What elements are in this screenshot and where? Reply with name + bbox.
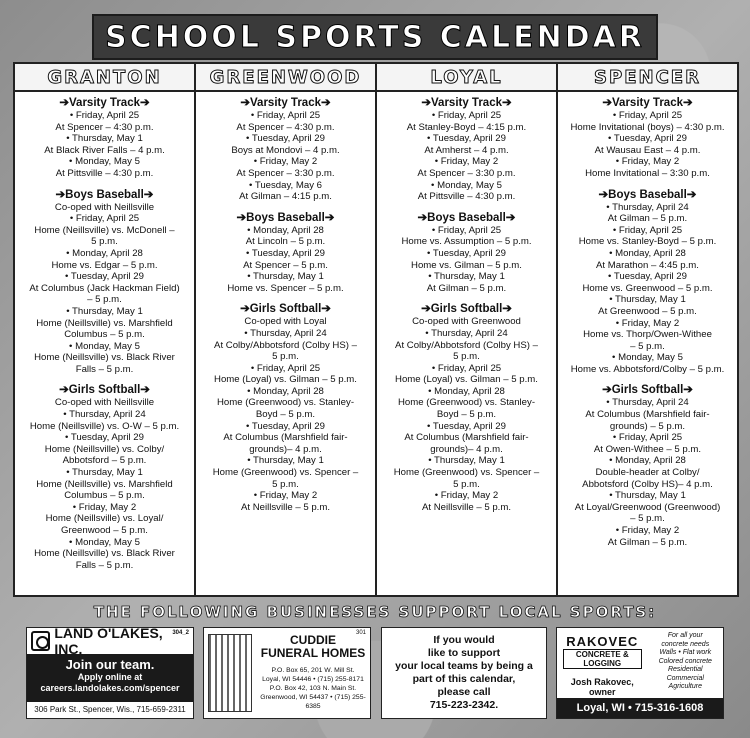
rakovec-line-3: Walls • Flat work xyxy=(659,649,712,656)
schedule-line: Home (Neillsville) vs. Black River xyxy=(34,548,175,560)
schedule-line: • Thursday, April 24 xyxy=(425,327,508,339)
schedule-line: Co-oped with Loyal xyxy=(244,316,327,328)
schedule-line: • Tuesday, April 29 xyxy=(608,133,687,145)
rakovec-line-5: Residential xyxy=(667,666,703,673)
rakovec-line-2: concrete needs xyxy=(661,640,710,648)
schedule-line: Home Invitational (boys) – 4:30 p.m. xyxy=(570,121,725,133)
schedule-line: • Thursday, April 24 xyxy=(606,201,689,213)
schedule-line: 5 p.m. xyxy=(453,351,480,363)
schedule-line: At Spencer – 4:30 p.m. xyxy=(236,121,335,133)
section-title: ➔Boys Baseball➔ xyxy=(55,188,154,201)
schedule-line: • Friday, April 25 xyxy=(612,224,683,236)
column-body xyxy=(377,92,556,525)
schedule-line: • Tuesday, April 29 xyxy=(427,133,506,145)
schedule-line: grounds) – 5 p.m. xyxy=(609,420,686,432)
section-title: ➔Girls Softball➔ xyxy=(59,384,150,397)
schedule-line: Home (Greenwood) vs. Stanley- xyxy=(216,397,355,409)
schedule-line: Home vs. Spencer – 5 p.m. xyxy=(227,282,344,294)
schedule-line: • Thursday, May 1 xyxy=(609,490,686,502)
schedule-line: Home (Greenwood) vs. Spencer – xyxy=(393,467,540,479)
schedule-line: • Thursday, May 1 xyxy=(247,271,324,283)
column-loyal xyxy=(377,64,558,595)
schedule-line: • Thursday, April 24 xyxy=(63,409,146,421)
landolakes-url[interactable]: careers.landolakes.com/spencer xyxy=(40,683,180,693)
section-title: ➔Girls Softball➔ xyxy=(421,303,512,316)
schedule-line: • Friday, April 25 xyxy=(612,110,683,121)
schedule-line: At Wausau East – 4 p.m. xyxy=(594,144,701,156)
column-body xyxy=(196,92,375,525)
schedule-section xyxy=(380,211,553,295)
schedule-line: • Friday, April 25 xyxy=(431,224,502,236)
schedule-line: • Friday, May 2 xyxy=(434,156,499,168)
schedule-line: • Monday, April 28 xyxy=(247,224,324,236)
schedule-section xyxy=(380,302,553,513)
rakovec-logo: RAKOVEC xyxy=(566,634,639,649)
schedule-line: Home (Loyal) vs. Gilman – 5 p.m. xyxy=(395,374,538,386)
schedule-line: • Thursday, May 1 xyxy=(66,133,143,145)
schedule-line: • Monday, April 28 xyxy=(609,455,686,467)
schedule-line: • Monday, April 28 xyxy=(609,247,686,259)
promo-line-2: like to support xyxy=(427,647,501,659)
schedule-line: At Spencer – 3:30 p.m. xyxy=(236,167,335,179)
ad-cuddie[interactable] xyxy=(203,627,371,719)
schedule-line: At Colby/Abbotsford (Colby HS) – xyxy=(395,339,538,351)
schedule-line: • Tuesday, April 29 xyxy=(65,432,144,444)
column-body xyxy=(558,92,737,560)
schedule-line: • Tuesday, April 29 xyxy=(246,420,325,432)
section-title: ➔Boys Baseball➔ xyxy=(236,211,335,224)
column-spencer xyxy=(558,64,737,595)
schedule-line: At Gilman – 5 p.m. xyxy=(426,282,507,294)
schedule-line: • Friday, May 2 xyxy=(615,525,680,536)
schedule-line: Home (Loyal) vs. Gilman – 5 p.m. xyxy=(214,374,357,386)
promo-phone[interactable]: 715-223-2342. xyxy=(429,699,499,711)
schedule-line: At Gilman – 5 p.m. xyxy=(607,536,688,548)
ad-code: 301 xyxy=(355,630,366,636)
landolakes-header xyxy=(27,627,193,657)
schedule-line: At Columbus (Marshfield fair- xyxy=(404,432,529,444)
section-title: ➔Varsity Track➔ xyxy=(240,97,331,109)
schedule-line: At Pittsville – 4:30 p.m. xyxy=(417,191,516,203)
schedule-line: Home (Neillsville) vs. Colby/ xyxy=(44,443,165,455)
schedule-line: At Columbus (Marshfield fair- xyxy=(585,409,710,421)
cuddie-addr-3: P.O. Box 42, 103 N. Main St. xyxy=(269,685,357,692)
ad-landolakes[interactable] xyxy=(26,627,194,719)
schedule-line: 5 p.m. xyxy=(272,478,299,490)
schedule-line: At Gilman – 5 p.m. xyxy=(607,213,688,225)
section-title: ➔Boys Baseball➔ xyxy=(598,188,697,201)
schedule-line: Columbus – 5 p.m. xyxy=(64,329,145,341)
column-body xyxy=(15,92,194,583)
schedule-section xyxy=(561,96,734,180)
schedule-line: At Neillsville – 5 p.m. xyxy=(421,501,512,513)
schedule-line: Home Invitational – 3:30 p.m. xyxy=(585,167,710,179)
schedule-line: At Neillsville – 5 p.m. xyxy=(240,501,331,513)
schedule-line: Falls – 5 p.m. xyxy=(75,559,134,571)
schedule-line: • Friday, April 25 xyxy=(431,362,502,374)
rakovec-owner: Josh Rakovec, owner xyxy=(570,677,634,697)
rakovec-sub: CONCRETE & LOGGING xyxy=(563,649,642,669)
cuddie-addr-4: Greenwood, WI 54437 • (715) 255-6385 xyxy=(260,694,366,710)
schedule-line: Home vs. Stanley-Boyd – 5 p.m. xyxy=(578,236,717,248)
rakovec-line-7: Agriculture xyxy=(668,683,702,690)
schedule-line: • Monday, April 28 xyxy=(66,247,143,259)
rakovec-line-6: Commercial xyxy=(666,674,704,682)
schedule-section xyxy=(199,96,372,203)
schedule-line: Co-oped with Neillsville xyxy=(54,201,155,213)
gate-icon xyxy=(208,634,252,712)
landolakes-join: Join our team. xyxy=(65,657,155,672)
schedule-line: • Tuesday, April 29 xyxy=(608,271,687,283)
landolakes-join-panel xyxy=(27,654,193,702)
rakovec-line-1: For all your xyxy=(667,632,703,639)
schedule-line: • Monday, May 5 xyxy=(69,156,140,168)
schedule-line: At Loyal/Greenwood (Greenwood) xyxy=(574,501,721,513)
schedule-line: Co-oped with Greenwood xyxy=(412,316,521,328)
schedule-line: • Friday, May 2 xyxy=(615,317,680,329)
cuddie-name-2: FUNERAL HOMES xyxy=(260,646,366,660)
schedule-line: Home (Neillsville) vs. McDonell – xyxy=(34,224,175,236)
landolakes-apply: Apply online at xyxy=(77,672,143,682)
schedule-line: • Thursday, May 1 xyxy=(428,271,505,283)
schedule-section xyxy=(380,96,553,203)
schedule-section xyxy=(561,383,734,548)
schedule-line: • Friday, May 2 xyxy=(72,501,137,513)
schedule-line: • Friday, April 25 xyxy=(250,110,321,121)
schedule-line: Home (Neillsville) vs. Black River xyxy=(34,352,175,364)
column-granton xyxy=(15,64,196,595)
ad-promo[interactable] xyxy=(381,627,547,719)
schedule-line: Home (Neillsville) vs. Loyal/ xyxy=(45,513,164,525)
schedule-line: • Friday, May 2 xyxy=(615,156,680,168)
calendar-grid xyxy=(13,62,739,597)
schedule-line: Boyd – 5 p.m. xyxy=(255,409,316,421)
ad-code: 304_2 xyxy=(172,630,189,636)
support-banner: THE FOLLOWING BUSINESSES SUPPORT LOCAL SPORTS: xyxy=(93,603,657,621)
promo-line-5: please call xyxy=(437,686,491,698)
schedule-line: • Thursday, May 1 xyxy=(428,455,505,467)
schedule-line: Home vs. Gilman – 5 p.m. xyxy=(411,259,522,271)
schedule-line: Boyd – 5 p.m. xyxy=(436,409,497,421)
schedule-line: 5 p.m. xyxy=(453,478,480,490)
column-header: SPENCER xyxy=(558,64,737,92)
schedule-line: Home (Greenwood) vs. Stanley- xyxy=(397,397,536,409)
schedule-line: Double-header at Colby/ xyxy=(595,467,700,479)
cuddie-name-1: CUDDIE xyxy=(289,633,336,647)
column-header: GRANTON xyxy=(15,64,194,92)
schedule-line: • Thursday, May 1 xyxy=(247,455,324,467)
landolakes-logo-icon xyxy=(31,631,50,651)
schedule-line: • Thursday, May 1 xyxy=(66,305,143,317)
schedule-line: Home vs. Assumption – 5 p.m. xyxy=(401,236,532,248)
schedule-line: • Thursday, May 1 xyxy=(609,294,686,306)
schedule-line: At Greenwood – 5 p.m. xyxy=(598,305,697,317)
schedule-line: • Friday, April 25 xyxy=(69,110,140,121)
schedule-line: At Spencer – 5 p.m. xyxy=(243,259,328,271)
rakovec-contact[interactable]: Loyal, WI • 715-316-1608 xyxy=(557,698,723,718)
ad-rakovec[interactable] xyxy=(556,627,724,719)
schedule-section xyxy=(561,188,734,376)
schedule-section xyxy=(18,188,191,376)
column-greenwood xyxy=(196,64,377,595)
schedule-line: grounds)– 4 p.m. xyxy=(430,443,503,455)
schedule-line: At Columbus (Marshfield fair- xyxy=(223,432,348,444)
column-header: LOYAL xyxy=(377,64,556,92)
schedule-line: • Friday, April 25 xyxy=(431,110,502,121)
schedule-line: • Thursday, May 1 xyxy=(66,467,143,479)
schedule-line: Home vs. Greenwood – 5 p.m. xyxy=(582,282,713,294)
schedule-line: • Friday, April 25 xyxy=(612,432,683,444)
schedule-line: At Stanley-Boyd – 4:15 p.m. xyxy=(406,121,527,133)
cuddie-addr-1: P.O. Box 65, 201 W. Mill St. xyxy=(271,667,355,674)
schedule-line: • Friday, May 2 xyxy=(253,156,318,168)
schedule-line: 5 p.m. xyxy=(272,351,299,363)
section-title: ➔Boys Baseball➔ xyxy=(417,211,516,224)
schedule-line: • Monday, May 5 xyxy=(69,536,140,548)
schedule-line: At Black River Falls – 4 p.m. xyxy=(44,144,165,156)
schedule-line: At Gilman – 4:15 p.m. xyxy=(239,191,332,203)
schedule-line: • Friday, April 25 xyxy=(69,213,140,225)
schedule-line: At Amherst – 4 p.m. xyxy=(424,144,509,156)
cuddie-addr-2: Loyal, WI 54446 • (715) 255-8171 xyxy=(262,676,364,683)
schedule-line: Home (Neillsville) vs. Marshfield xyxy=(36,317,173,329)
section-title: ➔Varsity Track➔ xyxy=(602,97,693,109)
schedule-line: Home vs. Edgar – 5 p.m. xyxy=(51,259,158,271)
schedule-line: • Monday, April 28 xyxy=(428,385,505,397)
schedule-line: • Friday, May 2 xyxy=(434,490,499,502)
schedule-line: Abbotsford (Colby HS)– 4 p.m. xyxy=(582,478,713,490)
schedule-line: • Monday, May 5 xyxy=(431,179,502,191)
schedule-line: • Tuesday, April 29 xyxy=(65,271,144,283)
schedule-line: – 5 p.m. xyxy=(630,340,665,352)
schedule-section xyxy=(18,383,191,571)
schedule-line: grounds)– 4 p.m. xyxy=(249,443,322,455)
schedule-line: At Lincoln – 5 p.m. xyxy=(245,236,326,248)
schedule-line: Co-oped with Neillsville xyxy=(54,397,155,409)
schedule-line: • Monday, April 28 xyxy=(247,385,324,397)
schedule-line: At Spencer – 4:30 p.m. xyxy=(55,121,154,133)
schedule-line: Home (Neillsville) vs. O-W – 5 p.m. xyxy=(29,420,180,432)
schedule-line: Home vs. Abbotsford/Colby – 5 p.m. xyxy=(570,363,725,375)
schedule-line: • Monday, May 5 xyxy=(612,352,683,364)
schedule-line: Home (Greenwood) vs. Spencer – xyxy=(212,467,359,479)
schedule-line: • Tuesday, April 29 xyxy=(246,247,325,259)
schedule-line: • Tuesday, April 29 xyxy=(246,133,325,145)
section-title: ➔Girls Softball➔ xyxy=(602,384,693,397)
schedule-line: Boys at Mondovi – 4 p.m. xyxy=(231,144,340,156)
schedule-section xyxy=(199,302,372,513)
schedule-line: – 5 p.m. xyxy=(630,513,665,525)
schedule-line: At Columbus (Jack Hackman Field) xyxy=(29,282,180,294)
schedule-section xyxy=(18,96,191,180)
promo-line-3: your local teams by being a xyxy=(395,660,533,672)
schedule-line: At Colby/Abbotsford (Colby HS) – xyxy=(214,339,357,351)
schedule-line: Abbotsford – 5 p.m. xyxy=(62,455,147,467)
schedule-line: Home vs. Thorp/Owen-Withee xyxy=(583,329,712,341)
rakovec-line-4: Colored concrete xyxy=(658,657,712,665)
promo-line-1: If you would xyxy=(433,634,495,646)
schedule-line: • Thursday, April 24 xyxy=(606,397,689,409)
schedule-line: At Owen-Withee – 5 p.m. xyxy=(593,443,702,455)
schedule-line: • Friday, April 25 xyxy=(250,362,321,374)
title-banner xyxy=(92,14,658,60)
schedule-line: Falls – 5 p.m. xyxy=(75,363,134,375)
schedule-line: • Friday, May 2 xyxy=(253,490,318,502)
schedule-line: • Tuesday, April 29 xyxy=(427,247,506,259)
section-title: ➔Girls Softball➔ xyxy=(240,303,331,316)
schedule-line: – 5 p.m. xyxy=(87,294,122,306)
schedule-line: Home (Neillsville) vs. Marshfield xyxy=(36,478,173,490)
landolakes-address: 306 Park St., Spencer, Wis., 715-659-2311 xyxy=(34,705,186,714)
schedule-line: • Tuesday, April 29 xyxy=(427,420,506,432)
schedule-line: At Marathon – 4:45 p.m. xyxy=(596,259,699,271)
schedule-line: Columbus – 5 p.m. xyxy=(64,490,145,502)
schedule-line: At Spencer – 3:30 p.m. xyxy=(417,167,516,179)
schedule-line: Greenwood – 5 p.m. xyxy=(61,525,148,536)
schedule-line: • Tuesday, May 6 xyxy=(248,179,323,191)
promo-line-4: part of this calendar, xyxy=(412,673,516,685)
schedule-line: • Thursday, April 24 xyxy=(244,327,327,339)
landolakes-name: LAND O'LAKES, INC. xyxy=(54,627,163,657)
section-title: ➔Varsity Track➔ xyxy=(421,97,512,109)
section-title: ➔Varsity Track➔ xyxy=(59,97,150,109)
page-title: SCHOOL SPORTS CALENDAR xyxy=(105,19,645,55)
schedule-line: 5 p.m. xyxy=(91,236,118,248)
schedule-section xyxy=(199,211,372,295)
schedule-line: At Pittsville – 4:30 p.m. xyxy=(55,167,154,179)
column-header: GREENWOOD xyxy=(196,64,375,92)
schedule-line: • Monday, May 5 xyxy=(69,340,140,352)
